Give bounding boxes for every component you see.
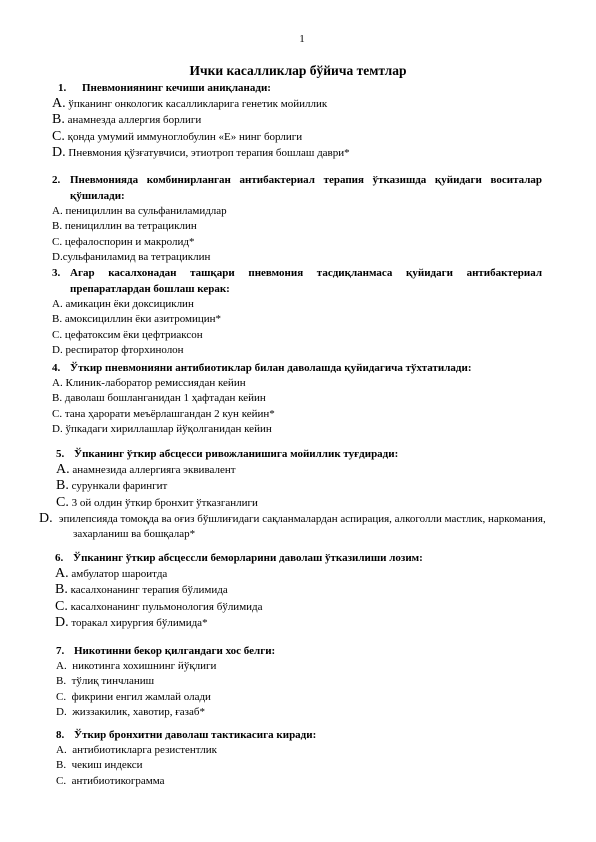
- question-1: [52, 80, 558, 161]
- option-c: [52, 407, 552, 422]
- question-text: Пневмонияда комбинирланган антибактериал терапия ўтказишда қуйидаги воситалар қўшилади:: [70, 174, 542, 202]
- option-d: [52, 422, 552, 437]
- option-d: [52, 343, 542, 358]
- option-letter: D.: [55, 614, 69, 630]
- option-text: тўлиқ тинчланиш: [71, 675, 155, 688]
- option-letter: A.: [56, 660, 67, 672]
- option-d: D. эпилепсияда томоқда ва оғиз бўшлиғидаги сақланмалардан аспирация, алкоголли мастлик, наркомания, захарланиш ва бошқалар*: [39, 510, 546, 541]
- option-letter: B.: [52, 220, 63, 233]
- question-4: [52, 360, 552, 437]
- question-number: 8.: [56, 729, 65, 741]
- option-text: Клиник-лаборатор ремиссиядан кейин: [65, 377, 246, 389]
- option-a: [55, 566, 555, 582]
- question-text: Ўткир бронхитни даволаш тактикасига киради:: [74, 729, 317, 741]
- question-text: Агар касалхонадан ташқари пневмония тасдиқланмаса қуйидаги антибактериал препаратлардан бошлаш керак:: [70, 267, 542, 295]
- option-a: [56, 743, 556, 758]
- option-c: [56, 774, 556, 789]
- option-letter: A.: [56, 744, 67, 756]
- question-number: 5.: [56, 448, 65, 460]
- option-letter: A.: [52, 298, 63, 310]
- question-3-heading: [52, 265, 542, 297]
- option-a: [56, 462, 556, 478]
- question-4-heading: [52, 360, 552, 376]
- option-b: [56, 758, 556, 773]
- option-text: сульфаниламид ва тетрациклин: [62, 250, 211, 263]
- question-2: [52, 172, 542, 265]
- question-text: Ўпканинг ўткир абсцесси ривожланишига мойиллик туғдиради:: [74, 448, 399, 460]
- option-d: [52, 145, 558, 161]
- option-text: пенициллин ва тетрациклин: [64, 220, 197, 233]
- question-number: 7.: [56, 645, 65, 657]
- option-text: цефалоспорин и макролид*: [64, 235, 195, 248]
- option-c: [56, 495, 556, 511]
- option-c: [56, 690, 556, 705]
- option-text: никотинга хохишнинг йўқлиги: [72, 660, 217, 672]
- option-text: антибиотикограмма: [71, 774, 165, 787]
- option-letter: B.: [56, 675, 67, 688]
- option-c: [55, 599, 555, 615]
- option-b: [56, 478, 556, 494]
- question-text: Ўткир пневмонияни антибиотиклар билан даволашда қуйидагича тўхтатилади:: [70, 362, 472, 374]
- option-letter: D.: [56, 705, 67, 718]
- option-letter: D.: [52, 250, 63, 263]
- option-text: ўпкадаги хириллашлар йўқолганидан кейин: [65, 422, 272, 435]
- option-d: [52, 250, 542, 265]
- question-3: [52, 265, 542, 358]
- option-letter: C.: [52, 407, 63, 420]
- option-letter: D.: [52, 144, 66, 160]
- option-text: жиззакилик, хавотир, ғазаб*: [72, 705, 205, 718]
- option-text: касалхонанинг терапия бўлимида: [70, 584, 228, 597]
- option-letter: B.: [52, 112, 65, 128]
- option-text: 3 ой олдин ўткир бронхит ўтказганлиги: [71, 496, 258, 509]
- question-8-heading: [56, 727, 556, 743]
- option-text: амбулатор шароитда: [71, 568, 168, 580]
- page-title: Ички касалликлар бўйича темтлар: [189, 63, 407, 78]
- option-letter: D.: [52, 422, 63, 435]
- option-text: амикацин ёки доксициклин: [65, 298, 194, 310]
- question-7-heading: [56, 643, 556, 659]
- question-text: Ўпканинг ўткир абсцессли беморларини даволаш ўтказилиши лозим:: [73, 552, 423, 564]
- option-letter: A.: [52, 205, 63, 217]
- option-text: цефатоксим ёки цефтриаксон: [64, 328, 203, 341]
- question-5-heading: [56, 446, 556, 462]
- question-8: [56, 727, 556, 789]
- option-letter: C.: [56, 690, 67, 703]
- option-letter: C.: [52, 328, 63, 341]
- option-text: амоксициллин ёки азитромицин*: [64, 313, 222, 326]
- option-text: фикрини енгил жамлай олади: [71, 690, 211, 703]
- option-b: [52, 112, 558, 128]
- option-b: [56, 674, 556, 689]
- option-letter: B.: [56, 478, 69, 494]
- option-letter: A.: [56, 462, 70, 477]
- option-text: касалхонанинг пульмонология бўлимида: [70, 600, 263, 613]
- option-c: [52, 328, 542, 343]
- option-letter: A.: [55, 566, 69, 581]
- question-1-heading: [58, 80, 558, 96]
- option-text: пенициллин ва сульфаниламидлар: [65, 205, 227, 217]
- question-5: [39, 446, 556, 542]
- option-a: [56, 659, 556, 674]
- option-c: [52, 129, 558, 145]
- option-letter: C.: [56, 494, 69, 510]
- question-7: [56, 643, 556, 720]
- option-text: ўпканинг онкологик касалликларига генетик мойиллик: [68, 98, 328, 110]
- option-b: [52, 312, 542, 327]
- option-letter: C.: [55, 598, 68, 614]
- option-text: даволаш бошланганидан 1 ҳафтадан кейин: [64, 392, 266, 405]
- option-letter: C.: [56, 774, 67, 787]
- option-letter: C.: [52, 128, 65, 144]
- question-number: 2.: [52, 174, 61, 186]
- question-number: 6.: [55, 552, 64, 564]
- option-b: [52, 219, 542, 234]
- question-text: Никотинни бекор қилгандаги хос белги:: [74, 645, 276, 657]
- option-a: [52, 297, 542, 312]
- option-d: [56, 705, 556, 720]
- option-letter: B.: [56, 759, 67, 772]
- option-text: Пневмония қўзғатувчиси, этиотроп терапия бошлаш даври*: [68, 146, 350, 159]
- question-2-heading: [52, 172, 542, 204]
- option-letter: D.: [52, 343, 63, 356]
- option-text: антибиотикларга резистентлик: [72, 744, 218, 756]
- option-letter: A.: [52, 377, 63, 389]
- option-d: [55, 615, 555, 631]
- option-a: [52, 204, 542, 219]
- question-6-heading: [55, 550, 555, 566]
- option-a: [52, 96, 558, 112]
- option-text: анамнезда аллергия борлиги: [67, 114, 202, 127]
- option-letter: A.: [52, 96, 66, 111]
- option-text: торакал хирургия бўлимида*: [71, 616, 208, 629]
- question-6: [55, 550, 555, 631]
- question-text: Пневмониянинг кечиши аниқланади:: [82, 82, 271, 94]
- option-letter: B.: [52, 313, 63, 326]
- option-letter: C.: [52, 235, 63, 248]
- option-a: [52, 376, 552, 391]
- question-number: 1.: [58, 82, 67, 94]
- option-text: чекиш индекси: [71, 759, 143, 772]
- option-text: анамнезида аллергияга эквивалент: [72, 464, 236, 476]
- option-b: [55, 582, 555, 598]
- option-text: қонда умумий иммуноглобулин «Е» нинг борлиги: [67, 130, 303, 143]
- option-text: эпилепсияда томоқда ва оғиз бўшлиғидаги сақланмалардан аспирация, алкоголли мастлик, наркомания, захарланиш ва бошқалар*: [58, 512, 546, 541]
- question-number: 4.: [52, 362, 61, 374]
- option-text: тана ҳарорати меъёрлашгандан 2 кун кейин*: [64, 407, 275, 420]
- option-text: респиратор фторхинолон: [65, 343, 184, 356]
- option-c: [52, 235, 542, 250]
- option-text: сурункали фарингит: [71, 480, 168, 493]
- question-number: 3.: [52, 267, 61, 279]
- page-number: 1: [299, 33, 305, 45]
- option-b: [52, 391, 552, 406]
- option-letter: B.: [55, 582, 68, 598]
- option-letter: B.: [52, 392, 63, 405]
